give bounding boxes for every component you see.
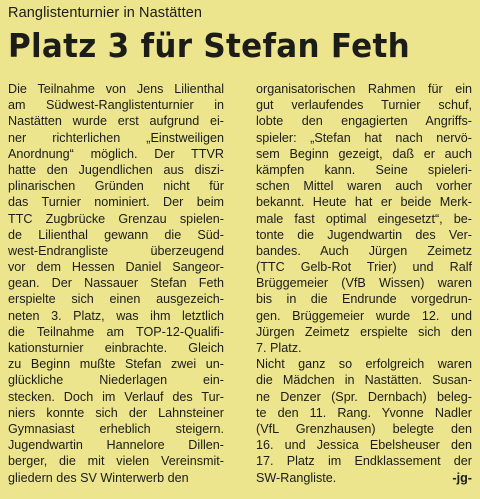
text-line: Jugendwartin Hannelore Dillen- bbox=[8, 438, 224, 453]
text-line: 16. und Jessica Ebelsheuser den bbox=[256, 438, 472, 453]
text-line: Die Teilnahme von Jens Lilienthal bbox=[8, 82, 224, 96]
text-line: bekannt. Heute hat er beide Merk- bbox=[256, 195, 472, 210]
text-line: ner richterlichen „Einstweiligen bbox=[8, 130, 224, 145]
article-column-left bbox=[8, 81, 224, 486]
text-line: stecken. Doch im Verlauf des Tur- bbox=[8, 389, 224, 404]
text-line: (VfL Grenzhausen) belegte den bbox=[256, 421, 472, 436]
text-line: Gymnasiast erheblich steigern. bbox=[8, 421, 224, 436]
text-line: Nastätten wurde erst aufgrund ei- bbox=[8, 114, 224, 129]
text-line: gean. Der Nassauer Stefan Feth bbox=[8, 276, 224, 291]
text-line: lobte den engagierten Angriffs- bbox=[256, 114, 472, 129]
text-line: ne Denzer (Spr. Dernbach) beleg- bbox=[256, 389, 472, 404]
text-line: Brüggemeier (VfB Wissen) waren bbox=[256, 276, 472, 291]
text-line: kämpfen kann. Seine spieleri- bbox=[256, 162, 472, 177]
text-line: te den 11. Rang. Yvonne Nadler bbox=[256, 405, 472, 420]
text-line: gliedern des SV Winterwerb den bbox=[8, 470, 189, 485]
text-line: die Mädchen in Nastätten. Susan- bbox=[256, 373, 472, 388]
text-line: bandes. Auch Jürgen Zeimetz bbox=[256, 243, 472, 258]
text-line: plinarischen Gründen nicht für bbox=[8, 179, 224, 194]
article-column-right bbox=[256, 81, 472, 486]
text-line: gut verlaufendes Turnier schuf, bbox=[256, 98, 472, 113]
text-line: zu Beginn mußte Stefan zwei un- bbox=[8, 357, 224, 372]
text-line: gen. Brüggemeier wurde 12. und bbox=[256, 308, 472, 323]
text-line: glückliche Niederlagen ein- bbox=[8, 373, 224, 388]
author-initials: -jg- bbox=[452, 470, 472, 485]
text-line: am Südwest-Ranglistenturnier in bbox=[8, 98, 224, 113]
text-line: Anordnung“ möglich. Der TTVR bbox=[8, 146, 224, 161]
text-line: spieler: „Stefan hat nach nervö- bbox=[256, 130, 472, 145]
text-line: bis in die Endrunde vorgedrun- bbox=[256, 292, 472, 307]
text-line: erspielte sich einen ausgezeich- bbox=[8, 292, 224, 307]
right-column-lines bbox=[256, 81, 472, 470]
text-line: hatte den Jugendlichen aus diszi- bbox=[8, 162, 224, 177]
text-line: TTC Zugbrücke Grenzau spielen- bbox=[8, 211, 224, 226]
closing-text: SW-Rangliste. bbox=[256, 470, 337, 485]
text-line: neten 3. Platz, was ihm letztlich bbox=[8, 308, 224, 323]
text-line: organisatorischen Rahmen für ein bbox=[256, 82, 472, 96]
article-kicker: Ranglistenturnier in Nastätten bbox=[8, 5, 203, 21]
text-line: Jürgen Zeimetz erspielte sich den bbox=[256, 324, 472, 339]
text-line: berger, die mit vielen Vereinsmit- bbox=[8, 454, 224, 469]
text-line: de Lilienthal gewann die Süd- bbox=[8, 227, 224, 242]
text-line: Nicht ganz so erfolgreich waren bbox=[256, 357, 472, 372]
text-line: sem Beginn gezeigt, daß er auch bbox=[256, 146, 472, 161]
text-line: vor dem Hessen Daniel Sangeor- bbox=[8, 260, 224, 275]
text-line: 7. Platz. bbox=[256, 341, 302, 355]
closing-line bbox=[256, 470, 472, 486]
text-line: schen Mittel waren auch vorher bbox=[256, 179, 472, 194]
text-line: die Teilnahme am TOP-12-Qualifi- bbox=[8, 324, 224, 339]
text-line: (TTC Gelb-Rot Trier) und Ralf bbox=[256, 260, 472, 275]
text-line: das Turnier nominiert. Der beim bbox=[8, 195, 224, 210]
article-headline: Platz 3 für Stefan Feth bbox=[8, 26, 410, 65]
text-line: kationsturnier einbrachte. Gleich bbox=[8, 341, 224, 355]
text-line: 17. Platz im Endklassement der bbox=[256, 454, 472, 469]
text-line: west-Endrangliste überzeugend bbox=[8, 243, 224, 258]
text-line: male fast optimal eingesetzt“, be- bbox=[256, 211, 472, 226]
text-line: tonte die Jugendwartin des Ver- bbox=[256, 227, 472, 242]
text-line: niers konnte sich der Lahnsteiner bbox=[8, 405, 224, 420]
